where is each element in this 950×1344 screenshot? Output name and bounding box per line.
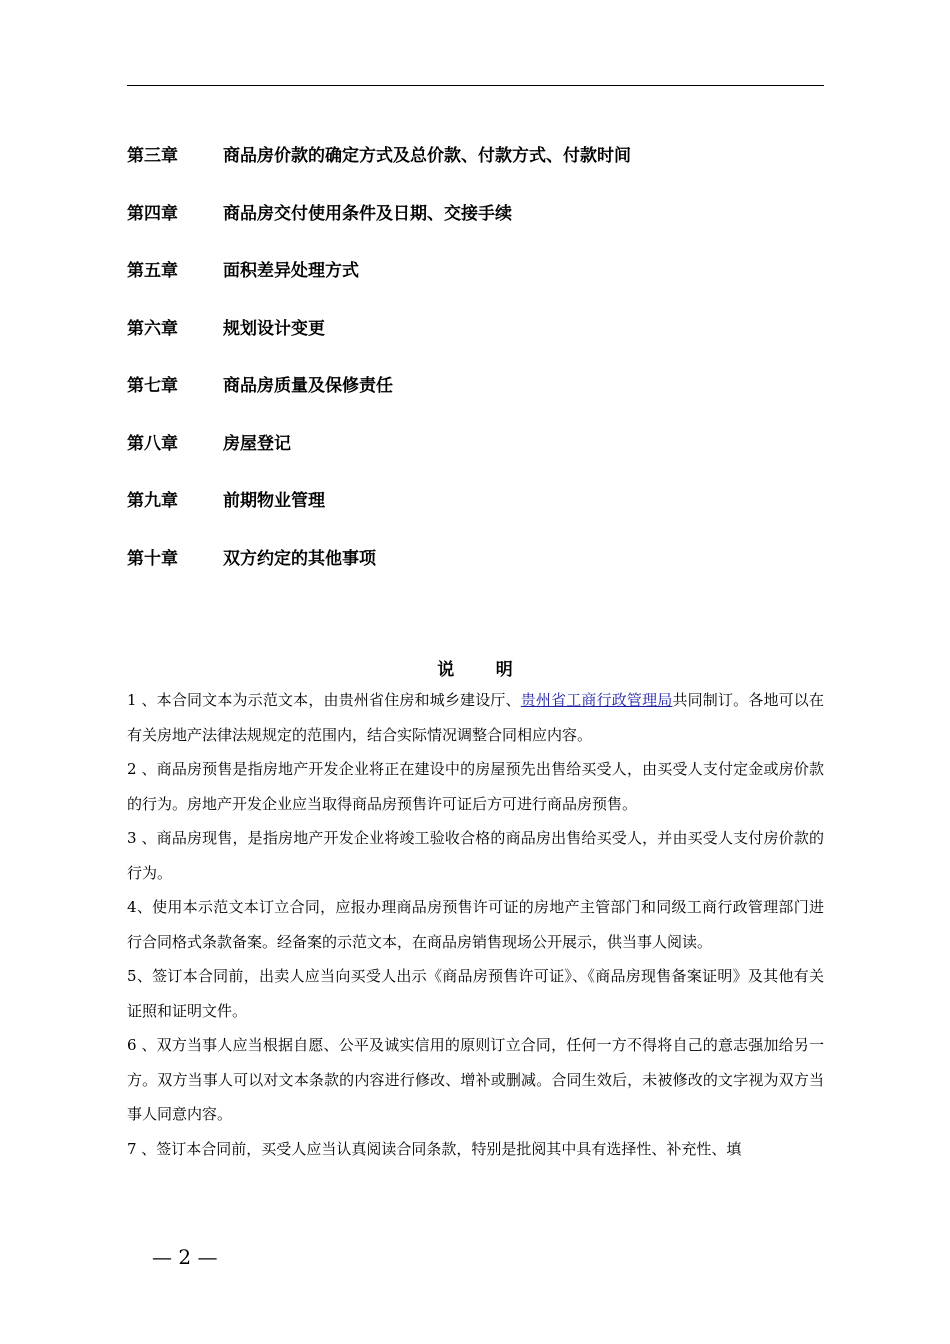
toc-entry xyxy=(127,140,827,198)
chapter-number: 第五章 xyxy=(127,261,178,281)
chapter-number: 第七章 xyxy=(127,376,178,396)
chapter-number: 第三章 xyxy=(127,146,178,166)
toc-entry xyxy=(127,370,827,428)
notes-heading xyxy=(0,655,950,685)
chapter-number: 第四章 xyxy=(127,203,178,224)
note-paragraph xyxy=(127,683,824,752)
notes-heading-char: 明 xyxy=(495,660,513,680)
chapter-title: 面积差异处理方式 xyxy=(223,261,359,281)
chapter-title: 商品房价款的确定方式及总价款、付款方式、付款时间 xyxy=(223,146,631,166)
chapter-title: 商品房质量及保修责任 xyxy=(223,376,393,396)
toc-entry xyxy=(127,198,827,256)
toc-entry xyxy=(127,543,827,601)
toc-entry xyxy=(127,313,827,371)
chapter-title: 双方约定的其他事项 xyxy=(223,548,376,569)
notes-heading-char: 说 xyxy=(437,660,455,680)
note-paragraph: 7 、签订本合同前，买受人应当认真阅读合同条款，特别是批阅其中具有选择性、补充性、填 xyxy=(127,1139,742,1158)
chapter-title: 规划设计变更 xyxy=(223,318,325,339)
chapter-number: 第十章 xyxy=(127,548,178,569)
chapter-number: 第六章 xyxy=(127,318,178,339)
toc-entry xyxy=(127,428,827,486)
agency-link[interactable]: 贵州省工商行政管理局 xyxy=(520,691,673,709)
note-text: 1 、本合同文本为示范文本，由贵州省住房和城乡建设厅、 xyxy=(127,691,521,709)
note-paragraph: 5、签订本合同前，出卖人应当向买受人出示《商品房预售许可证》、《商品房现售备案证明》及其他有关证照和证明文件。 xyxy=(127,967,824,1020)
notes-body xyxy=(127,683,824,1166)
toc-entry xyxy=(127,255,827,313)
chapter-title: 商品房交付使用条件及日期、交接手续 xyxy=(223,203,512,224)
note-paragraph: 6 、双方当事人应当根据自愿、公平及诚实信用的原则订立合同，任何一方不得将自己的意志强加给另一方。双方当事人可以对文本条款的内容进行修改、增补或删减。合同生效后，未被修改的文字视为双方当事人同意内容。 xyxy=(127,1036,824,1123)
note-paragraph: 4、使用本示范文本订立合同，应报办理商品房预售许可证的房地产主管部门和同级工商行政管理部门进行合同格式条款备案。经备案的示范文本，在商品房销售现场公开展示，供当事人阅读。 xyxy=(127,898,824,951)
chapter-title: 房屋登记 xyxy=(223,433,291,454)
toc-entry xyxy=(127,485,827,543)
note-paragraph: 2 、商品房预售是指房地产开发企业将正在建设中的房屋预先出售给买受人，由买受人支付定金或房价款的行为。房地产开发企业应当取得商品房预售许可证后方可进行商品房预售。 xyxy=(127,760,824,813)
chapter-number: 第九章 xyxy=(127,491,178,511)
page-number: — 2 — xyxy=(152,1245,218,1269)
table-of-contents xyxy=(127,140,827,600)
note-paragraph: 3 、商品房现售，是指房地产开发企业将竣工验收合格的商品房出售给买受人，并由买受人支付房价款的行为。 xyxy=(127,829,824,882)
header-rule xyxy=(127,85,824,86)
chapter-title: 前期物业管理 xyxy=(223,491,325,511)
chapter-number: 第八章 xyxy=(127,433,178,454)
note-text: 共同制订。各地可以在有关房地产法律法规规定的范围内，结合实际情况调整合同相应内容。 xyxy=(127,691,824,744)
